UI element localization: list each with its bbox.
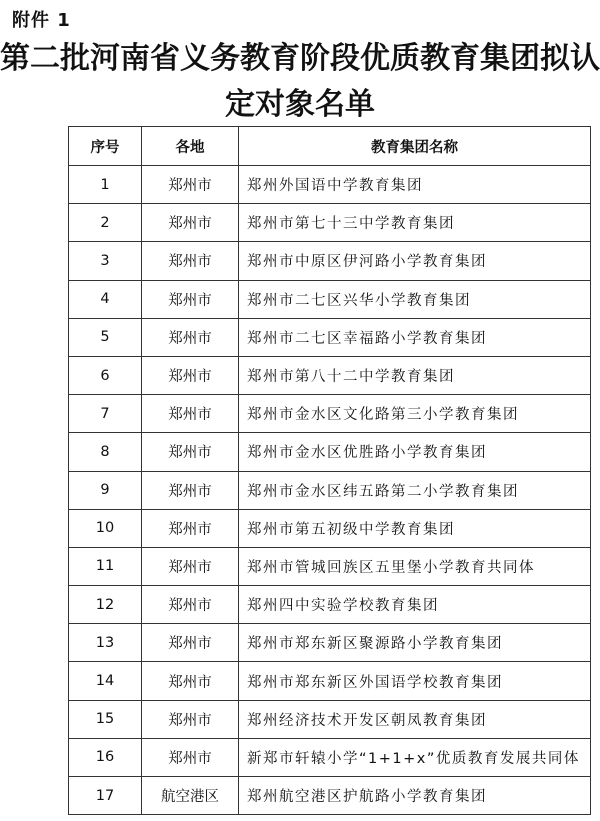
- school-group-table: [68, 126, 591, 815]
- serial-number-cell: 4: [69, 280, 142, 318]
- header-group-name: 教育集团名称: [239, 127, 591, 166]
- table-row: [69, 356, 591, 394]
- table-row: [69, 586, 591, 624]
- table-row: [69, 433, 591, 471]
- serial-number-cell: 9: [69, 471, 142, 509]
- serial-number-cell: 3: [69, 242, 142, 280]
- region-cell: 航空港区: [142, 777, 239, 815]
- group-name-cell: 郑州市中原区伊河路小学教育集团: [239, 242, 591, 280]
- serial-number-cell: 14: [69, 662, 142, 700]
- group-name-cell: 郑州市二七区兴华小学教育集团: [239, 280, 591, 318]
- serial-number-cell: 12: [69, 586, 142, 624]
- table-header-row: [69, 127, 591, 166]
- serial-number-cell: 7: [69, 395, 142, 433]
- region-cell: 郑州市: [142, 586, 239, 624]
- table-row: [69, 700, 591, 738]
- region-cell: 郑州市: [142, 166, 239, 204]
- region-cell: 郑州市: [142, 204, 239, 242]
- serial-number-cell: 17: [69, 777, 142, 815]
- region-cell: 郑州市: [142, 738, 239, 776]
- serial-number-cell: 11: [69, 547, 142, 585]
- region-cell: 郑州市: [142, 700, 239, 738]
- group-name-cell: 郑州市第八十二中学教育集团: [239, 356, 591, 394]
- group-name-cell: 郑州航空港区护航路小学教育集团: [239, 777, 591, 815]
- document-title: 第二批河南省义务教育阶段优质教育集团拟认定对象名单: [0, 41, 600, 122]
- serial-number-cell: 10: [69, 509, 142, 547]
- table-row: [69, 242, 591, 280]
- header-serial-number: 序号: [69, 127, 142, 166]
- group-name-cell: 郑州市郑东新区外国语学校教育集团: [239, 662, 591, 700]
- group-name-cell: 郑州市郑东新区聚源路小学教育集团: [239, 624, 591, 662]
- table-row: [69, 166, 591, 204]
- region-cell: 郑州市: [142, 356, 239, 394]
- table-body: [69, 166, 591, 815]
- table-row: [69, 738, 591, 776]
- table-row: [69, 471, 591, 509]
- region-cell: 郑州市: [142, 471, 239, 509]
- serial-number-cell: 8: [69, 433, 142, 471]
- group-name-cell: 郑州经济技术开发区朝凤教育集团: [239, 700, 591, 738]
- group-name-cell: 郑州市管城回族区五里堡小学教育共同体: [239, 547, 591, 585]
- region-cell: 郑州市: [142, 242, 239, 280]
- serial-number-cell: 16: [69, 738, 142, 776]
- table-row: [69, 624, 591, 662]
- region-cell: 郑州市: [142, 547, 239, 585]
- group-name-cell: 郑州市金水区纬五路第二小学教育集团: [239, 471, 591, 509]
- group-name-cell: 新郑市轩辕小学“1+1+x”优质教育发展共同体: [239, 738, 591, 776]
- serial-number-cell: 15: [69, 700, 142, 738]
- serial-number-cell: 13: [69, 624, 142, 662]
- region-cell: 郑州市: [142, 395, 239, 433]
- serial-number-cell: 6: [69, 356, 142, 394]
- region-cell: 郑州市: [142, 318, 239, 356]
- table-row: [69, 777, 591, 815]
- table-row: [69, 662, 591, 700]
- region-cell: 郑州市: [142, 280, 239, 318]
- group-name-cell: 郑州市第五初级中学教育集团: [239, 509, 591, 547]
- table-row: [69, 204, 591, 242]
- table-row: [69, 509, 591, 547]
- table-row: [69, 318, 591, 356]
- table-row: [69, 547, 591, 585]
- region-cell: 郑州市: [142, 624, 239, 662]
- serial-number-cell: 1: [69, 166, 142, 204]
- table-row: [69, 395, 591, 433]
- table-row: [69, 280, 591, 318]
- region-cell: 郑州市: [142, 662, 239, 700]
- header-region: 各地: [142, 127, 239, 166]
- serial-number-cell: 5: [69, 318, 142, 356]
- group-name-cell: 郑州四中实验学校教育集团: [239, 586, 591, 624]
- region-cell: 郑州市: [142, 433, 239, 471]
- region-cell: 郑州市: [142, 509, 239, 547]
- group-name-cell: 郑州外国语中学教育集团: [239, 166, 591, 204]
- group-name-cell: 郑州市金水区优胜路小学教育集团: [239, 433, 591, 471]
- group-name-cell: 郑州市二七区幸福路小学教育集团: [239, 318, 591, 356]
- serial-number-cell: 2: [69, 204, 142, 242]
- group-name-cell: 郑州市第七十三中学教育集团: [239, 204, 591, 242]
- attachment-label: 附件 1: [12, 10, 71, 31]
- group-name-cell: 郑州市金水区文化路第三小学教育集团: [239, 395, 591, 433]
